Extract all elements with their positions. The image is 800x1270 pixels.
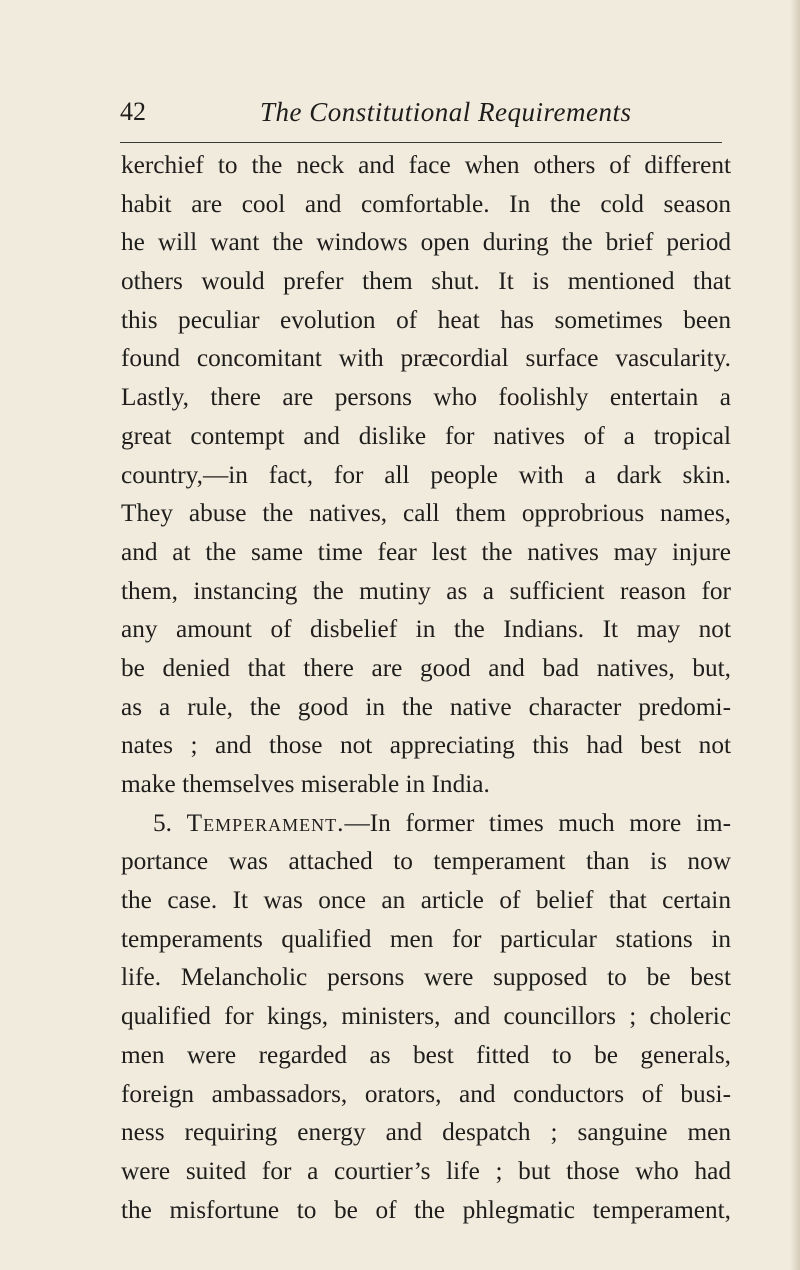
text-line: the misfortune to be of the phlegmatic temperament, [121,1195,731,1224]
text-line: They abuse the natives, call them opprobrious names, [121,499,731,528]
text-line: he will want the windows open during the brief period [121,228,731,257]
text-line: life. Melancholic persons were supposed to be best [121,963,731,992]
text-line: make themselves miserable in India. [121,770,490,798]
text-line: ness requiring energy and despatch ; sanguine men [121,1118,731,1147]
text-line: as a rule, the good in the native character predomi- [121,692,731,721]
text-line: kerchief to the neck and face when others of different [121,151,731,179]
text-line: be denied that there are good and bad natives, but, [121,653,731,682]
text-line: others would prefer them shut. It is mentioned that [121,267,731,296]
header-rule [120,142,722,143]
body-text [121,146,731,1229]
section-first-line [121,804,731,843]
section-first-line-rest: —In former times much more im- [344,808,731,837]
text-line: and at the same time fear lest the natives may injure [121,537,731,566]
section-heading: Temperament. [186,808,345,837]
text-line: country,—in fact, for all people with a dark skin. [121,460,731,489]
text-line: foreign ambassadors, orators, and conductors of busi- [121,1079,731,1108]
text-line: great contempt and dislike for natives of a tropical [121,421,731,450]
text-line: Lastly, there are persons who foolishly entertain a [121,383,731,412]
text-line: this peculiar evolution of heat has sometimes been [121,305,731,334]
text-line: any amount of disbelief in the Indians. It may not [121,615,731,644]
text-line: qualified for kings, ministers, and councillors ; choleric [121,1002,731,1031]
text-line: found concomitant with præcordial surface vascularity. [121,344,731,373]
text-line: them, instancing the mutiny as a sufficient reason for [121,576,731,605]
text-line: habit are cool and comfortable. In the cold season [121,189,731,218]
running-title: The Constitutional Requirements [260,97,632,127]
page-header [120,92,730,132]
text-line: the case. It was once an article of belief that certain [121,886,731,915]
text-line: nates ; and those not appreciating this had best not [121,731,731,760]
text-line: were suited for a courtier’s life ; but those who had [121,1156,731,1185]
text-line: men were regarded as best fitted to be generals, [121,1040,731,1069]
text-line: portance was attached to temperament than is now [121,847,731,876]
text-line: temperaments qualified men for particular stations in [121,924,731,953]
section-number: 5. [153,808,172,837]
page-edge-shadow [790,0,800,1270]
page-number: 42 [120,97,146,126]
